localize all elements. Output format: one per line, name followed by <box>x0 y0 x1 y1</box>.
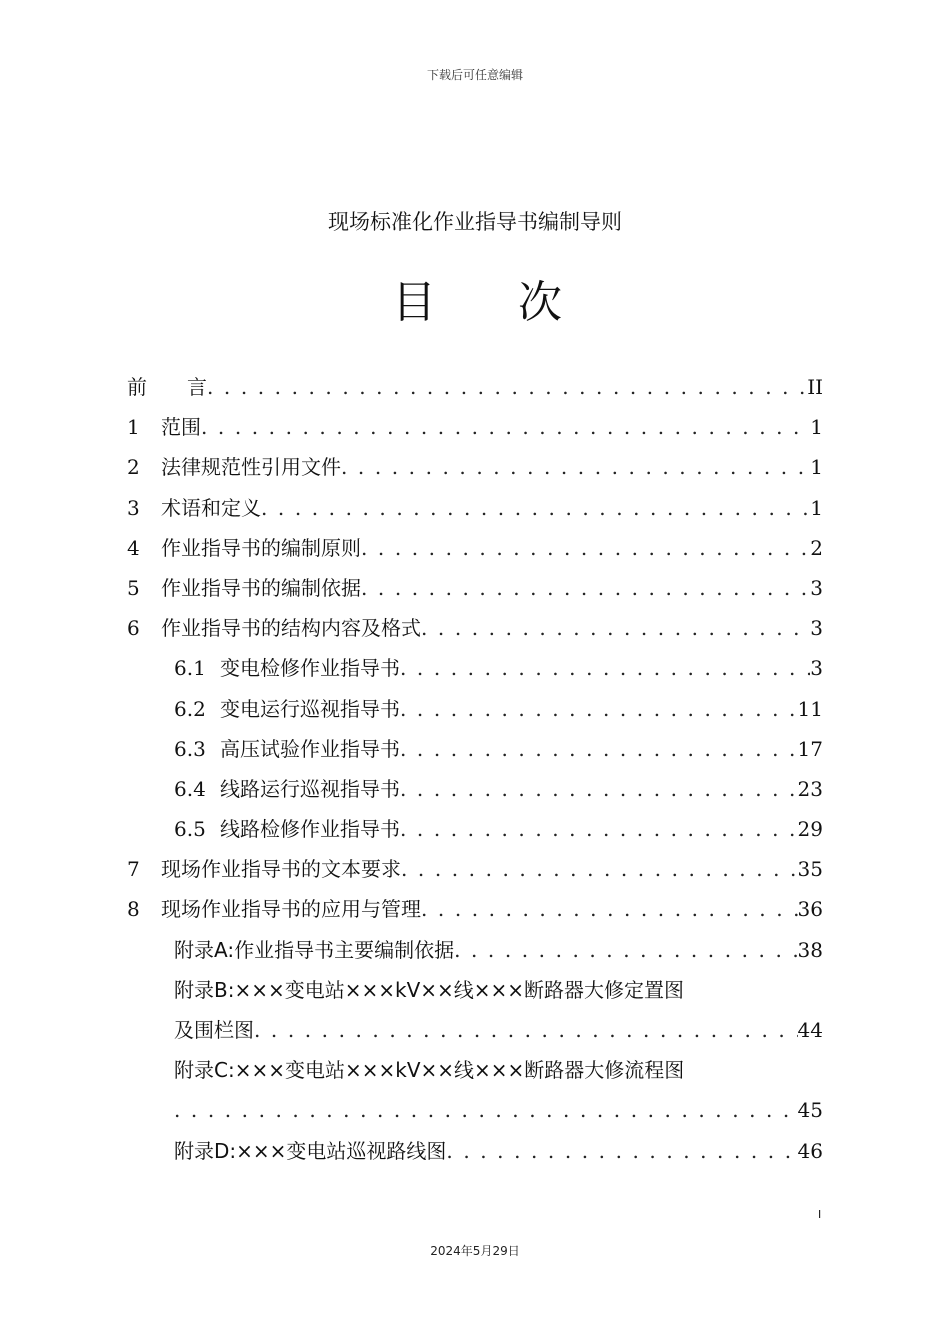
toc-entry[interactable] <box>127 849 823 889</box>
toc-entry-number: 4 <box>127 535 140 560</box>
toc-entry-page: 46 <box>797 1138 823 1163</box>
toc-entry-page: 2 <box>810 535 823 560</box>
document-title: 现场标准化作业指导书编制导则 <box>328 210 622 234</box>
dot-leader <box>401 849 798 889</box>
toc-heading-char-2: 次 <box>518 277 562 328</box>
toc-subentry[interactable] <box>127 769 823 809</box>
toc-entry-number: 6.5 <box>174 817 206 842</box>
toc-subentry[interactable] <box>127 689 823 729</box>
toc-entry[interactable] <box>127 488 823 528</box>
toc-subentry[interactable] <box>127 648 823 688</box>
toc-entry-page: 1 <box>810 495 823 520</box>
toc-entry-page: 1 <box>810 415 823 440</box>
toc-entry-page: 35 <box>797 857 823 882</box>
toc-entry-page: 3 <box>810 616 823 641</box>
toc-entry-text: 变电检修作业指导书 <box>220 656 400 681</box>
toc-entry-text: 现场作业指导书的文本要求 <box>161 857 401 882</box>
toc-entry-text: 法律规范性引用文件 <box>161 455 341 480</box>
footer-date: 2024年5月29日 <box>430 1244 520 1258</box>
toc-appendix-d[interactable] <box>127 1131 823 1171</box>
toc-entry-number: 1 <box>127 415 140 440</box>
toc-appendix-b-line2[interactable] <box>127 1010 823 1050</box>
dot-leader <box>400 648 810 688</box>
toc-entry[interactable] <box>127 407 823 447</box>
toc-appendix-c-line1[interactable]: 附录C:×××变电站×××kV××线×××断路器大修流程图 <box>174 1058 685 1083</box>
toc-entry-page: 23 <box>797 776 823 801</box>
toc-entry-page: 38 <box>797 937 823 962</box>
toc-entry-number: 6.4 <box>174 776 206 801</box>
toc-entry-number: 5 <box>127 575 140 600</box>
toc-entry-text: 附录D:×××变电站巡视路线图 <box>174 1138 447 1163</box>
toc-entry-text: 线路运行巡视指导书 <box>220 776 400 801</box>
toc-heading <box>392 270 562 326</box>
toc-appendix-a[interactable] <box>127 930 823 970</box>
toc-entry-page: 44 <box>797 1018 823 1042</box>
header-note: 下载后可任意编辑 <box>426 68 523 82</box>
page-number: I <box>818 1208 822 1221</box>
toc-appendix-c-line2[interactable] <box>127 1090 823 1130</box>
dot-leader <box>174 1090 798 1130</box>
toc-entry[interactable] <box>127 568 823 608</box>
toc-entry-text: 附录A:作业指导书主要编制依据 <box>174 937 455 962</box>
toc-entry[interactable] <box>127 889 823 929</box>
dot-leader <box>261 488 810 528</box>
toc-entry-text: 范围 <box>161 415 201 440</box>
toc-entry-page: 3 <box>810 656 823 681</box>
toc-entry-text: 线路检修作业指导书 <box>220 817 400 842</box>
toc-entry-preface[interactable] <box>127 367 823 407</box>
toc-entry-number: 2 <box>127 455 140 480</box>
toc-entry[interactable] <box>127 528 823 568</box>
toc-entry-page: 1 <box>810 455 823 480</box>
dot-leader <box>361 568 810 608</box>
toc-entry-number: 6 <box>127 616 140 641</box>
toc-entry-number: 6.2 <box>174 696 206 721</box>
toc-subentry[interactable] <box>127 809 823 849</box>
toc-entry-text: 前 言 <box>127 375 207 399</box>
dot-leader <box>421 608 810 648</box>
dot-leader <box>341 447 810 487</box>
toc-entry-page: 17 <box>797 736 823 761</box>
dot-leader <box>454 930 797 970</box>
toc-entry-number: 7 <box>127 857 140 882</box>
toc-entry-page: 3 <box>810 575 823 600</box>
table-of-contents <box>127 367 823 1171</box>
dot-leader <box>446 1131 797 1171</box>
dot-leader <box>421 889 798 929</box>
dot-leader <box>207 367 807 407</box>
toc-entry-page: II <box>807 375 823 399</box>
dot-leader <box>254 1010 798 1050</box>
toc-entry-text: 及围栏图 <box>174 1018 254 1042</box>
dot-leader <box>201 407 810 447</box>
toc-entry-page: 45 <box>797 1098 823 1123</box>
dot-leader <box>400 769 798 809</box>
toc-entry[interactable] <box>127 447 823 487</box>
toc-appendix-b-line1[interactable]: 附录B:×××变电站×××kV××线×××断路器大修定置图 <box>174 977 685 1002</box>
dot-leader <box>400 729 798 769</box>
toc-entry-text: 作业指导书的编制原则 <box>161 535 361 560</box>
toc-entry-text: 高压试验作业指导书 <box>220 736 400 761</box>
dot-leader <box>361 528 810 568</box>
toc-entry-page: 36 <box>797 897 823 922</box>
toc-entry-text: 现场作业指导书的应用与管理 <box>161 897 421 922</box>
toc-entry-text: 作业指导书的编制依据 <box>161 575 361 600</box>
toc-entry-number: 6.3 <box>174 736 206 761</box>
dot-leader <box>400 809 798 849</box>
dot-leader <box>400 689 798 729</box>
toc-subentry[interactable] <box>127 729 823 769</box>
toc-entry[interactable] <box>127 608 823 648</box>
toc-entry-text: 术语和定义 <box>161 495 261 520</box>
toc-entry-number: 6.1 <box>174 656 206 681</box>
toc-heading-char-1: 目 <box>392 277 436 328</box>
toc-entry-page: 11 <box>797 696 823 721</box>
toc-entry-page: 29 <box>797 817 823 842</box>
toc-entry-text: 变电运行巡视指导书 <box>220 696 400 721</box>
toc-entry-number: 8 <box>127 897 140 922</box>
toc-entry-number: 3 <box>127 495 140 520</box>
toc-entry-text: 作业指导书的结构内容及格式 <box>161 616 421 641</box>
